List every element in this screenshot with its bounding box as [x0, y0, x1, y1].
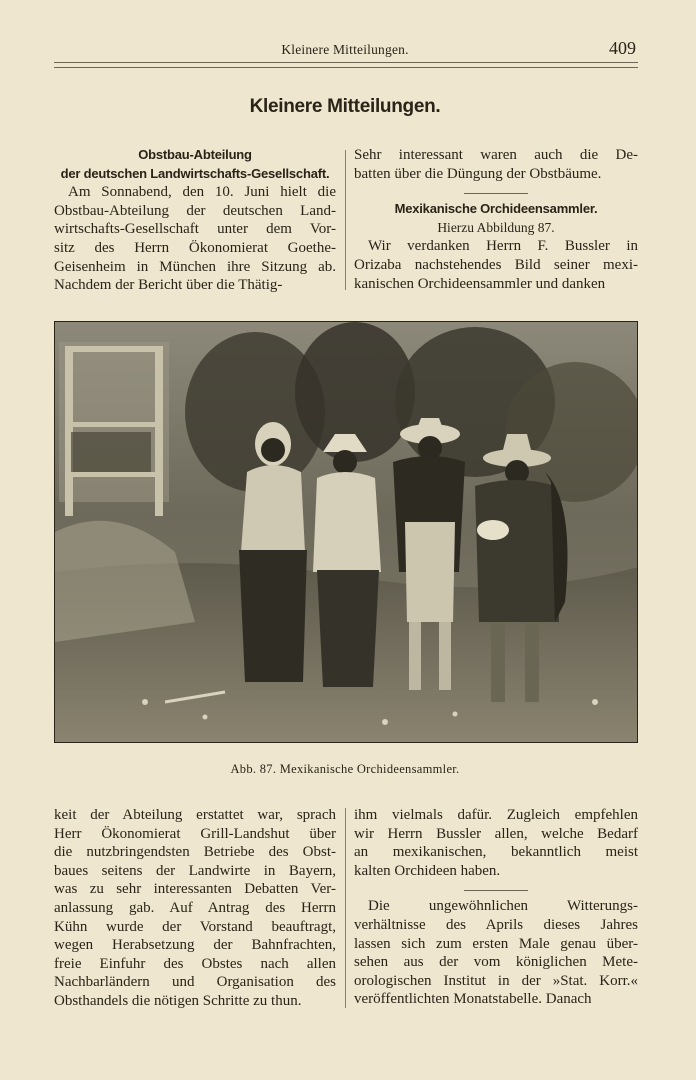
photo-illustration — [55, 322, 638, 743]
article1-line: wirtschafts-Gesellschaft unter dem Vor- — [54, 221, 336, 238]
section-title: Kleinere Mitteilungen. — [249, 96, 441, 117]
article3-line: lassen sich zum ersten Male genau über- — [354, 935, 638, 952]
article1-line: keit der Abteilung erstattet war, sprach — [54, 807, 336, 823]
article1-heading-line1: Obstbau-Abteilung — [138, 147, 252, 162]
article1-line: was zu sehr interessanten Debatten Ver- — [54, 881, 336, 898]
article1-line: freie Einfuhr des Obstes nach allen — [54, 955, 336, 972]
orchid-collectors-photo — [54, 321, 638, 743]
article1-line: Sehr interessant waren auch die De- — [354, 147, 638, 163]
article3-line: orologischen Institut in der »Stat. Korr.« — [354, 972, 638, 989]
article2-line: ihm vielmals dafür. Zugleich empfehlen — [354, 807, 638, 823]
article1-line: wegen Herabsetzung der Bahnfrachten, — [54, 937, 336, 954]
article2-line: kalten Orchideen haben. — [354, 862, 501, 879]
article1-line: anlassung gab. Auf Antrag des Herrn — [54, 899, 336, 916]
figure-caption: Abb. 87. Mexikanische Orchideensammler. — [230, 762, 460, 776]
article1-line: Obsthandels die nötigen Schritte zu thun. — [54, 992, 302, 1009]
article3-line: veröffentlichten Monatstabelle. Danach — [354, 991, 592, 1008]
article1-line: baues seitens der Landwirte in Bayern, — [54, 862, 336, 879]
article1-line: Am Sonnabend, den 10. Juni hielt die — [68, 184, 336, 201]
article1-line: batten über die Düngung der Obstbäume. — [354, 165, 602, 182]
running-header — [54, 40, 636, 62]
article1-line: sitz des Herrn Ökonomierat Goethe- — [54, 239, 336, 256]
column-bottom-left — [54, 806, 336, 1011]
article2-line: Wir verdanken Herrn F. Bussler in — [368, 238, 638, 255]
article1-line: Kühn wurde der Vorstand beauftragt, — [54, 918, 336, 935]
article1-heading-line2: der deutschen Landwirtschafts-Gesellschaft. — [60, 165, 330, 181]
article1-line: Herr Ökonomierat Grill-Landshut über — [54, 825, 336, 842]
header-rule — [54, 62, 638, 68]
article3-line: verhältnisse des Aprils dieses Jahres — [354, 916, 638, 933]
article1-line: Obstbau-Abteilung der deutschen Land- — [54, 202, 336, 219]
article1-line: Geisenheim in München ihre Sitzung ab. — [54, 258, 336, 275]
article3-line: Die ungewöhnlichen Witterungs- — [368, 898, 638, 915]
article3-line: sehen aus der vom königlichen Mete- — [354, 954, 638, 971]
page-number: 409 — [609, 38, 636, 58]
article-divider — [464, 890, 528, 891]
article2-line: Orizaba nachstehendes Bild seiner mexi- — [354, 256, 638, 273]
article2-line: an mexikanischen, bekanntlich meist — [354, 844, 638, 861]
article1-line: Nachdem der Bericht über die Thätig- — [54, 277, 283, 294]
column-top-right — [354, 146, 638, 293]
article2-subheading: Hierzu Abbildung 87. — [437, 219, 555, 235]
column-divider — [345, 808, 346, 1008]
running-title: Kleinere Mitteilungen. — [281, 42, 409, 57]
article1-line: Nachbarländern und Organisation des — [54, 974, 336, 991]
column-top-left — [54, 146, 336, 295]
article-divider — [464, 193, 528, 194]
article2-line: wir Herrn Bussler allen, welche Bedarf — [354, 825, 638, 842]
column-bottom-right — [354, 806, 638, 1009]
column-divider — [345, 150, 346, 290]
article2-heading: Mexikanische Orchideensammler. — [394, 201, 598, 217]
article1-line: die nutzbringendsten Betriebe des Obst- — [54, 844, 336, 861]
article2-line: kanischen Orchideensammler und danken — [354, 275, 606, 292]
